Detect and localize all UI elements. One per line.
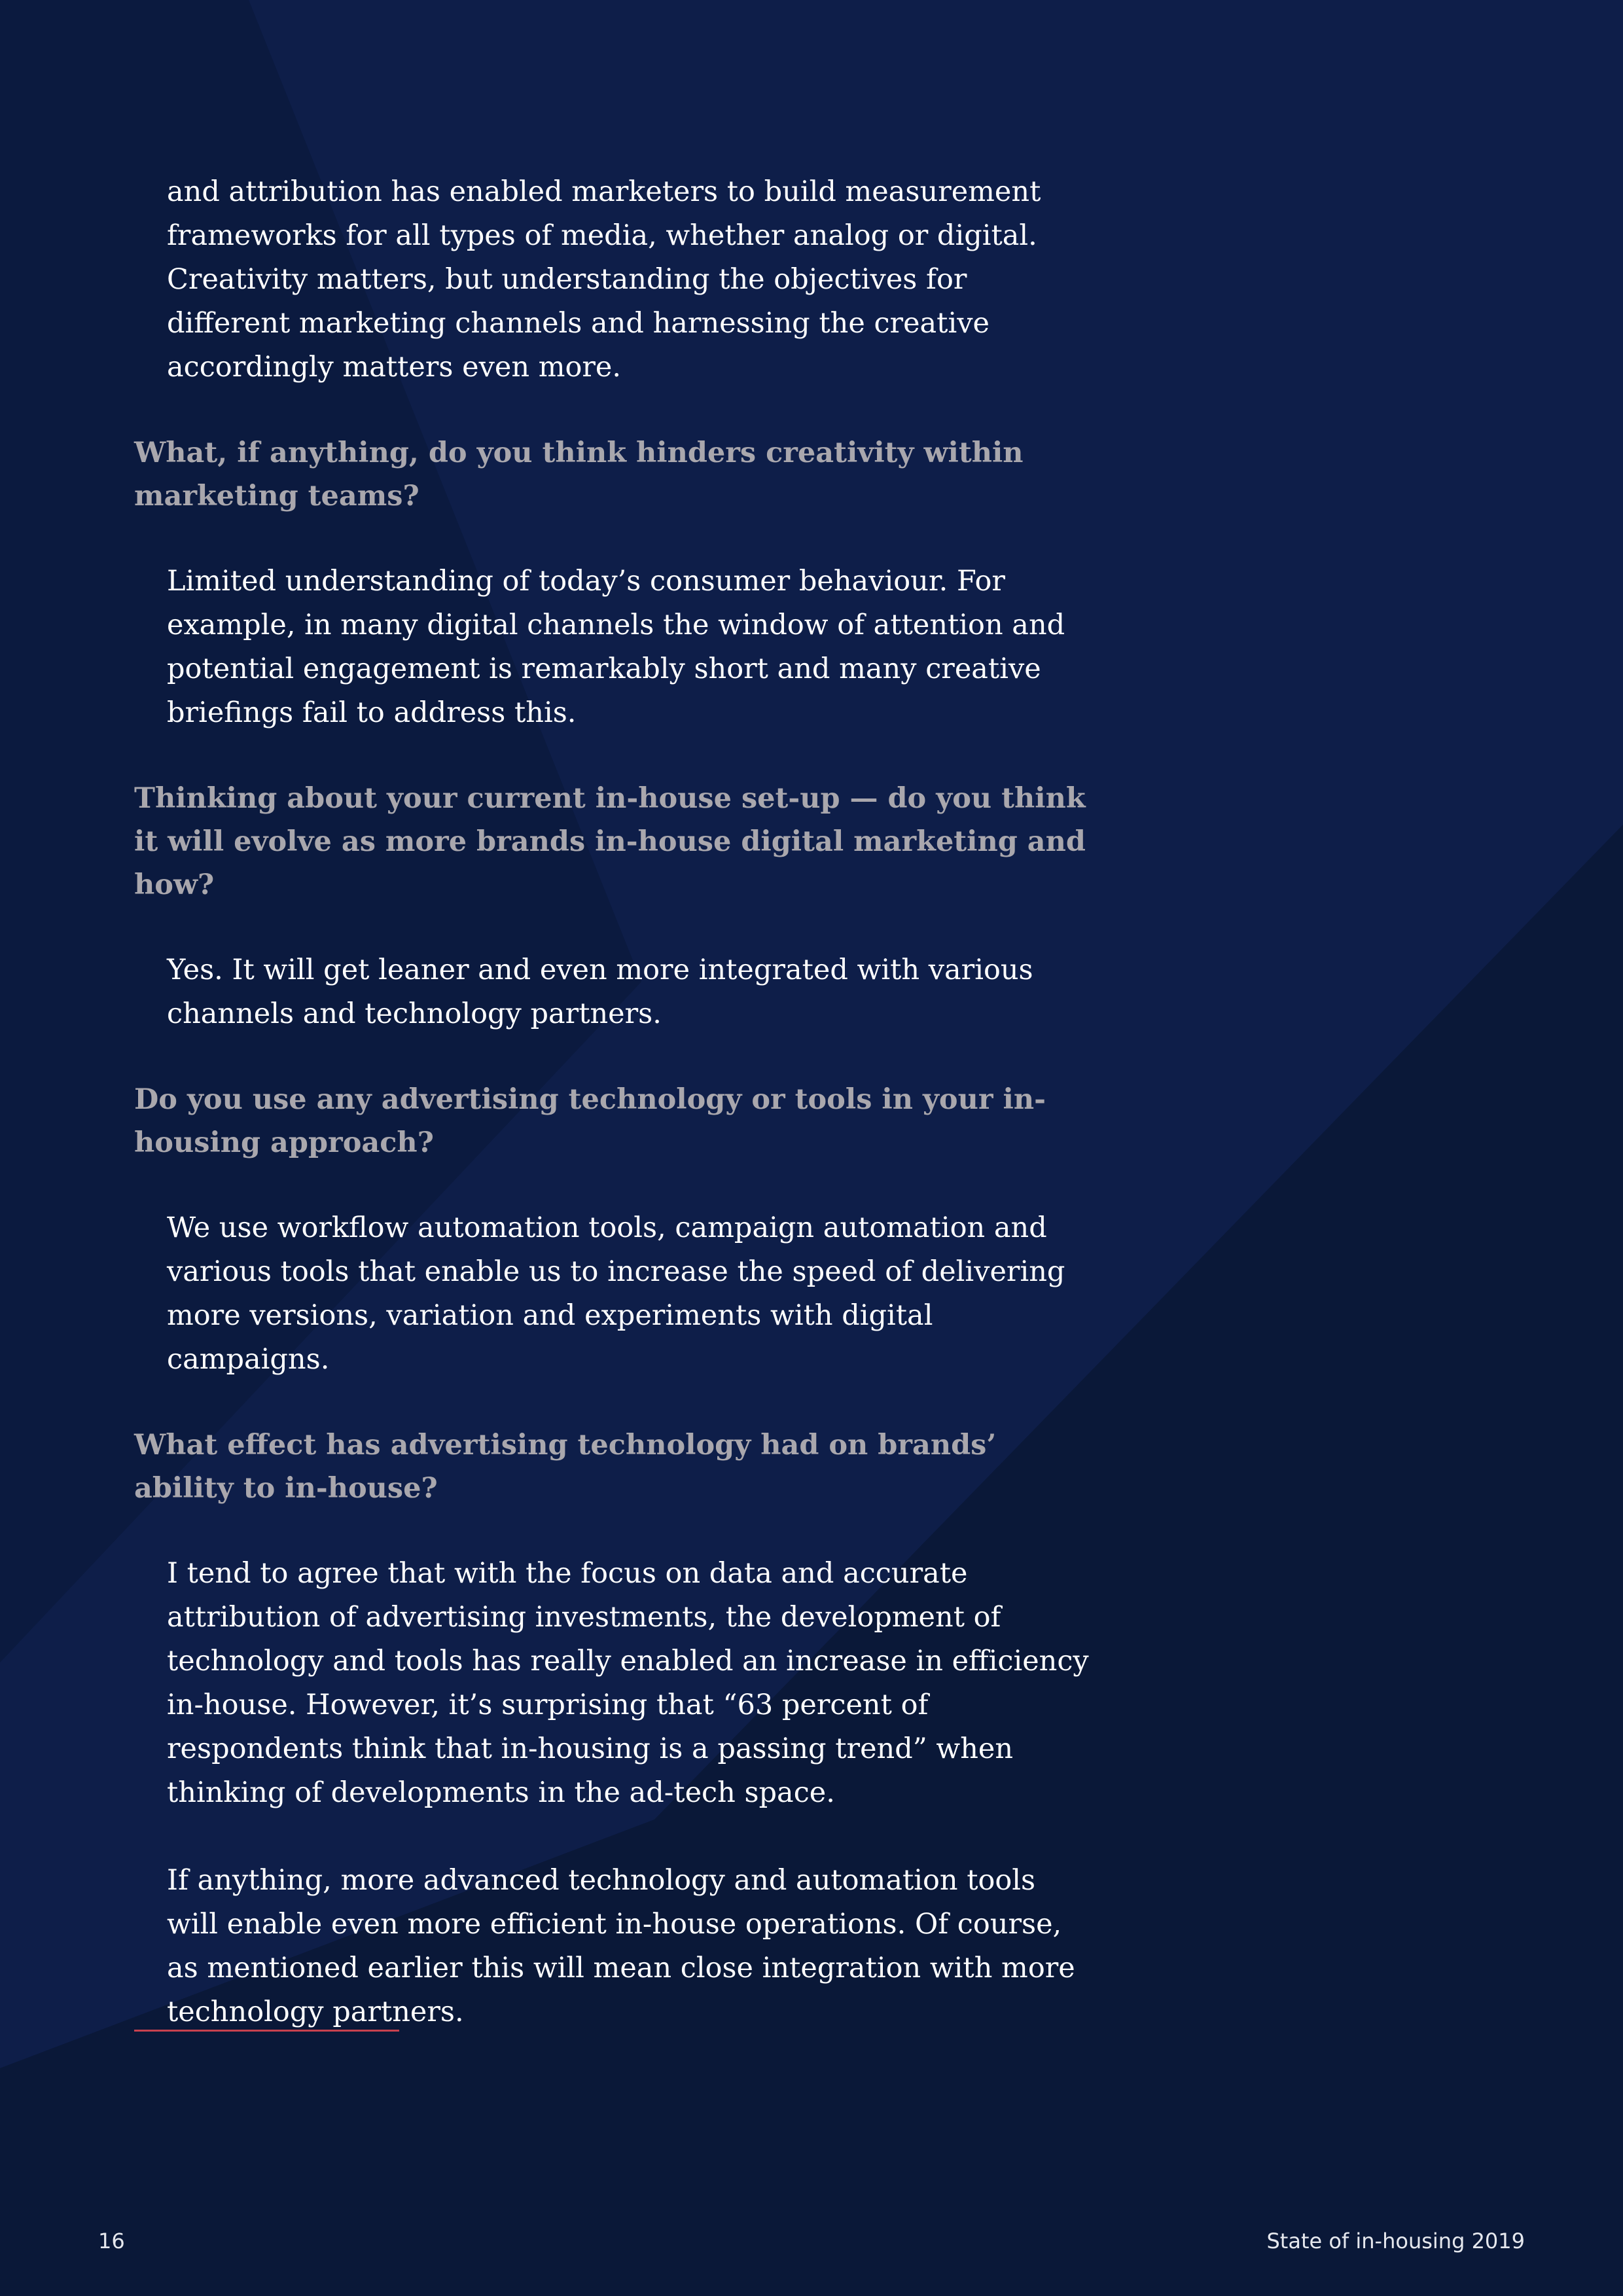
interview-content [134, 170, 1090, 2034]
answer-paragraph: Yes. It will get leaner and even more integrated with various channels and technology partners. [167, 954, 1033, 1030]
question-heading: What effect has advertising technology had on brands’ ability to in-house? [134, 1429, 997, 1505]
answer-paragraph: If anything, more advanced technology and automation tools will enable even more efficient in-house operations. Of course, as mentioned earlier this will mean close integration with more technology partners. [167, 1864, 1075, 2028]
answer-paragraph: We use workflow automation tools, campaign automation and various tools that enable us to increase the speed of delivering more versions, variation and experiments with digital campaigns. [167, 1211, 1065, 1376]
answer-paragraph: and attribution has enabled marketers to build measurement frameworks for all types of media, whether analog or digital. Creativity matters, but understanding the objectives for different marketing channels and harnessing the creative accordingly matters even more. [167, 175, 1041, 384]
answer-paragraph: I tend to agree that with the focus on data and accurate attribution of advertising investments, the development of technology and tools has really enabled an increase in efficiency in-house. However, it’s surprising that “63 percent of respondents think that in-housing is a passing trend” when thinking of developments in the ad-tech space. [167, 1557, 1089, 1809]
question-heading: Thinking about your current in-house set-up — do you think it will evolve as more brands in-house digital marketing and how? [134, 782, 1086, 901]
footer-title: State of in-housing 2019 [1266, 2229, 1525, 2253]
question-heading: Do you use any advertising technology or tools in your in-housing approach? [134, 1083, 1046, 1159]
page-number: 16 [98, 2229, 125, 2253]
question-heading: What, if anything, do you think hinders creativity within marketing teams? [134, 437, 1024, 512]
answer-paragraph: Limited understanding of today’s consumer behaviour. For example, in many digital channels the window of attention and potential engagement is remarkably short and many creative briefings fail to address this. [167, 565, 1065, 729]
accent-divider [134, 2030, 399, 2032]
